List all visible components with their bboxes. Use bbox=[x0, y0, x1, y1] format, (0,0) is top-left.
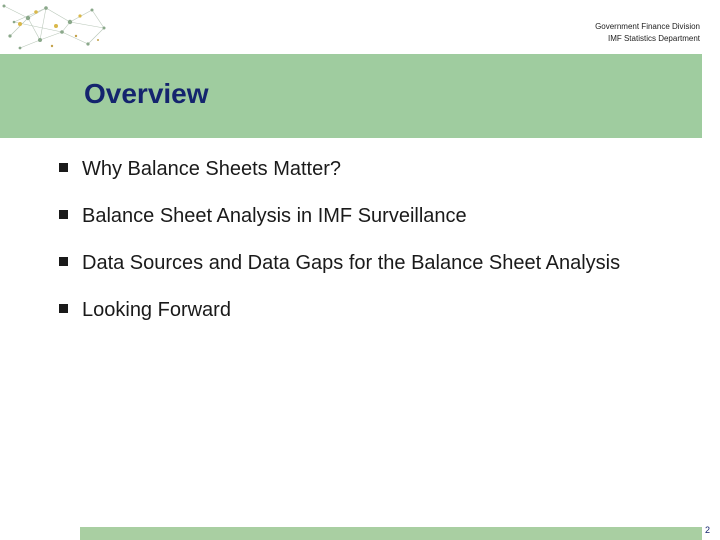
list-item bbox=[58, 287, 620, 334]
square-bullet-icon bbox=[59, 163, 68, 172]
network-graph-logo bbox=[0, 0, 112, 54]
bullet-text: Looking Forward bbox=[82, 299, 231, 321]
square-bullet-icon bbox=[59, 304, 68, 313]
bullet-text: Data Sources and Data Gaps for the Balance Sheet Analysis bbox=[82, 252, 621, 274]
department-header bbox=[595, 21, 700, 45]
list-item bbox=[58, 193, 620, 240]
footer-bar bbox=[80, 527, 702, 540]
slide-title: Overview bbox=[84, 78, 209, 109]
bullet-list bbox=[58, 146, 620, 334]
bullet-text: Balance Sheet Analysis in IMF Surveillance bbox=[82, 205, 467, 227]
page-number: 2 bbox=[704, 525, 710, 535]
list-item bbox=[58, 240, 620, 287]
square-bullet-icon bbox=[59, 210, 68, 219]
division-name: Government Finance Division bbox=[595, 22, 700, 31]
list-item bbox=[58, 146, 620, 193]
square-bullet-icon bbox=[59, 257, 68, 266]
bullet-text: Why Balance Sheets Matter? bbox=[82, 158, 342, 180]
department-name: IMF Statistics Department bbox=[607, 34, 700, 43]
